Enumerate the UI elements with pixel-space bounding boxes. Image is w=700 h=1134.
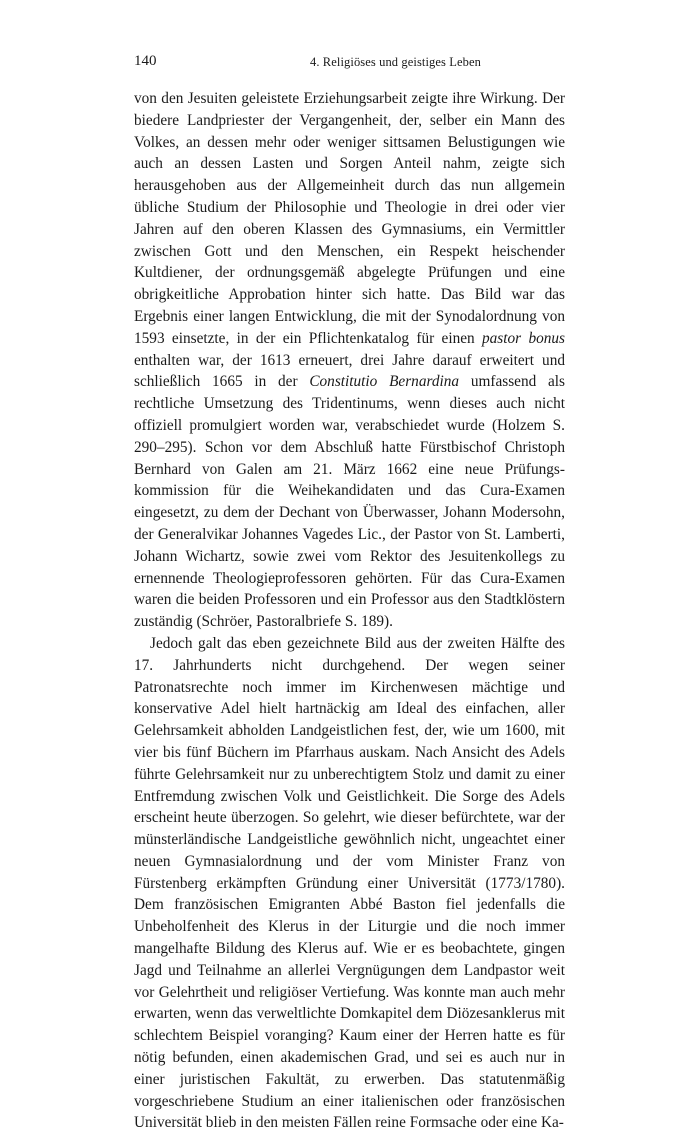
body-text [134, 88, 565, 1134]
section-title: 4. Religiöses und geistiges Leben [310, 55, 481, 69]
page-number: 140 [134, 53, 157, 69]
paragraph-1 [134, 88, 565, 633]
italic-term-pastor-bonus: pastor bonus [482, 329, 565, 347]
paragraph-1-segment-1: von den Jesuiten geleistete Erziehungsarbeit zeigte ihre Wirkung. Der biedere Landpriester der Vergangenheit, der, selber ein Mann des Volkes, an dessen mehr oder weniger sittsamen Belustigungen wie auch an dessen Lasten und Sorgen Anteil nahm, zeigte sich herausgehoben aus der Allgemeinheit durch das nun allgemein übliche Studium der Philosophie und Theologie in drei oder vier Jahren auf den oberen Klassen des Gymnasiums, ein Vermittler zwischen Gott und den Menschen, ein Respekt heischender Kultdiener, der ordnungsgemäß abgelegte Prüfungen und eine obrigkeitliche Approbation hinter sich hatte. Das Bild war das Ergebnis einer langen Entwicklung, die mit der Synodalordnung von 1593 einsetzte, in der ein Pflichtenkatalog für einen [134, 90, 565, 347]
paragraph-1-segment-2: enthalten war, der 1613 erneuert, drei Jahre darauf erweitert und schließlich 1665 in der [134, 351, 565, 391]
running-head [134, 51, 565, 71]
paragraph-2: Jedoch galt das eben gezeichnete Bild aus der zweiten Hälfte des 17. Jahrhunderts nicht durchgehend. Der wegen seiner Patronatsrechte noch immer im Kirchenwesen mächtige und konservative Adel hielt hartnäckig am Ideal des einfachen, aller Gelehrsamkeit abholden Landgeistlichen fest, der, wie um 1600, mit vier bis fünf Büchern im Pfarrhaus auskam. Nach Ansicht des Adels führte Gelehrsamkeit nur zu unberechtigtem Stolz und damit zu einer Entfremdung zwischen Volk und Geistlichkeit. Die Sorge des Adels erscheint heute überzogen. So gelehrt, wie dieser befürchtete, war der münsterländische Landgeistliche gewöhnlich nicht, ungeachtet einer neuen Gymnasialordnung und der vom Minister Franz von Fürstenberg erkämpften Gründung einer Universität (1773/1780). Dem französischen Emigranten Abbé Baston fiel jedenfalls die Unbeholfenheit des Klerus in der Liturgie und die noch immer mangelhafte Bildung des Klerus auf. Wie er es beobachtete, gingen Jagd und Teilnahme an allerlei Vergnügungen dem Landpastor weit vor Gelehrtheit und religiöser Vertiefung. Was konnte man auch mehr erwarten, wenn das verweltlichte Domkapitel dem Diözesanklerus mit schlechtem Beispiel voranging? Kaum einer der Herren hatte es für nötig befunden, einen akademischen Grad, und sei es auch nur in einer juristischen Fakultät, zu erwerben. Das statutenmäßig vorgeschriebene Studium an einer italienischen oder französischen Universität blieb in den meisten Fällen reine Formsache oder eine Ka- [134, 634, 565, 1132]
paragraph-1-segment-3: umfassend als rechtliche Umsetzung des Tridentinums, wenn dieses auch nicht offiziell promulgiert worden war, verabschiedet wurde (Holzem S. 290–295). Schon vor dem Abschluß hatte Fürstbischof Christoph Bernhard von Galen am 21. März 1662 eine neue Prüfungskommission für die Weihekandidaten und das Cura-Examen eingesetzt, zu dem der Dechant von Überwasser, Johann Modersohn, der Generalvikar Johannes Vagedes Lic., der Pastor von St. Lamberti, Johann Wichartz, sowie zwei vom Rektor des Jesuitenkollegs zu ernennende Theologieprofessoren gehörten. Für das Cura-Examen waren die beiden Professoren und ein Professor aus den Stadtklöstern zuständig (Schröer, Pastoralbriefe S. 189). [134, 373, 565, 631]
italic-term-constitutio-bernardina: Constitutio Bernardina [309, 373, 460, 391]
